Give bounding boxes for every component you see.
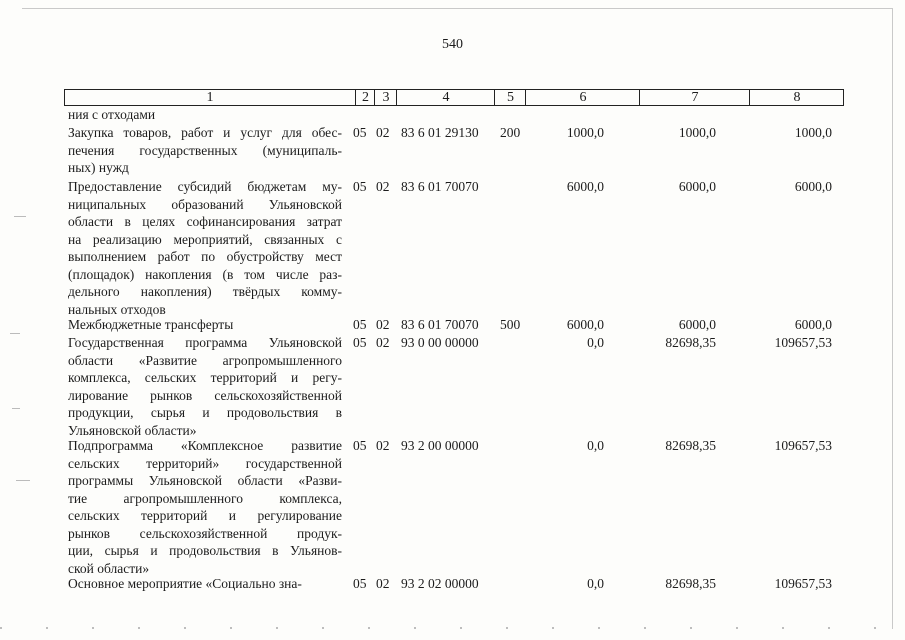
amount-col-8: 6000,0 [794,179,832,194]
scan-mark [16,480,30,481]
amount-col-8: 109657,53 [774,438,832,453]
amount-col-8: 1000,0 [794,125,832,140]
target-article-code: 93 0 00 00000 [401,335,479,350]
scan-mark [12,408,20,409]
target-article-code: 93 2 00 00000 [401,438,479,453]
subsection-code: 02 [376,335,390,350]
section-code: 05 [353,438,367,453]
section-code: 05 [353,335,367,350]
header-col-4: 4 [396,90,495,105]
amount-col-6: 0,0 [587,335,604,350]
amount-col-7: 82698,35 [665,438,716,453]
header-col-2: 2 [355,90,375,105]
row-description-line: программы Ульяновской области «Разви- [68,473,342,488]
row-description-line: нальных отходов [68,301,166,317]
row-description [68,575,342,593]
expense-type-code: 200 [500,125,521,140]
row-description-line: Государственная программа Ульяновской [68,335,342,350]
page-number: 540 [442,37,463,52]
continuation-text: ния с отходами [68,107,156,122]
amount-col-8: 6000,0 [794,317,832,332]
header-col-3: 3 [374,90,397,105]
row-description-line: ской области» [68,560,150,576]
row-description-line: Межбюджетные трансферты [68,317,234,332]
row-description-line: продукции, сырья и продовольствия в [68,405,342,420]
header-col-5: 5 [494,90,526,105]
row-description-line: Основное мероприятие «Социально зна- [68,576,302,591]
amount-col-7: 1000,0 [678,125,716,140]
row-description-line: печения государственных (муниципаль- [68,142,342,158]
target-article-code: 83 6 01 70070 [401,317,479,332]
amount-col-7: 6000,0 [678,179,716,194]
row-description-line: выполнением работ по обустройству мест [68,249,342,264]
row-description-line: тие агропромышленного комплекса, [68,490,342,506]
section-code: 05 [353,179,367,194]
subsection-code: 02 [376,125,390,140]
amount-col-7: 82698,35 [665,335,716,350]
scan-mark [10,333,20,334]
subsection-code: 02 [376,438,390,453]
amount-col-6: 0,0 [587,438,604,453]
amount-col-8: 109657,53 [774,576,832,591]
subsection-code: 02 [376,179,390,194]
row-description-line: Закупка товаров, работ и услуг для обес- [68,125,342,140]
header-col-7: 7 [639,90,750,105]
row-description-line: области в целях софинансирования затрат [68,214,342,229]
scan-mark [14,216,26,217]
row-description-line: области «Развитие агропромышленного [68,352,342,368]
row-description-line: рынков сельскохозяйственной продук- [68,525,342,541]
row-description [68,437,342,577]
section-code: 05 [353,125,367,140]
target-article-code: 83 6 01 29130 [401,125,479,140]
target-article-code: 93 2 02 00000 [401,576,479,591]
row-description-line: ции, сырья и продовольствия в Ульянов- [68,543,342,558]
subsection-code: 02 [376,576,390,591]
header-col-6: 6 [525,90,640,105]
row-description-line: сельских территорий» государственной [68,455,342,471]
row-description-line: Ульяновской области» [68,422,197,438]
row-description-line: Предоставление субсидий бюджетам му- [68,179,342,194]
row-description-line: ниципальных образований Ульяновской [68,196,342,212]
section-code: 05 [353,576,367,591]
target-article-code: 83 6 01 70070 [401,179,479,194]
row-description [68,124,342,177]
row-description [68,316,342,334]
row-description-line: комплекса, сельских территорий и регу- [68,370,342,385]
amount-col-6: 0,0 [587,576,604,591]
row-description-line: дельного накопления) твёрдых комму- [68,284,342,299]
header-col-8: 8 [749,90,844,105]
amount-col-8: 109657,53 [774,335,832,350]
header-col-1: 1 [206,90,214,105]
amount-col-7: 6000,0 [678,317,716,332]
amount-col-7: 82698,35 [665,576,716,591]
row-description [68,334,342,439]
row-description-line: (площадок) накопления (в том числе раз- [68,266,342,282]
row-description-line: сельских территорий и регулирование [68,508,342,523]
subsection-code: 02 [376,317,390,332]
section-code: 05 [353,317,367,332]
table-header [64,89,844,106]
row-description-line: лирование рынков сельскохозяйственной [68,387,342,403]
row-description-line: ных) нужд [68,160,129,175]
scan-edge-dots [0,627,905,629]
row-description-line: Подпрограмма «Комплексное развитие [68,438,342,453]
row-description-line: на реализацию мероприятий, связанных с [68,231,342,247]
amount-col-6: 6000,0 [566,179,604,194]
amount-col-6: 6000,0 [566,317,604,332]
row-description [68,178,342,318]
expense-type-code: 500 [500,317,521,332]
amount-col-6: 1000,0 [566,125,604,140]
